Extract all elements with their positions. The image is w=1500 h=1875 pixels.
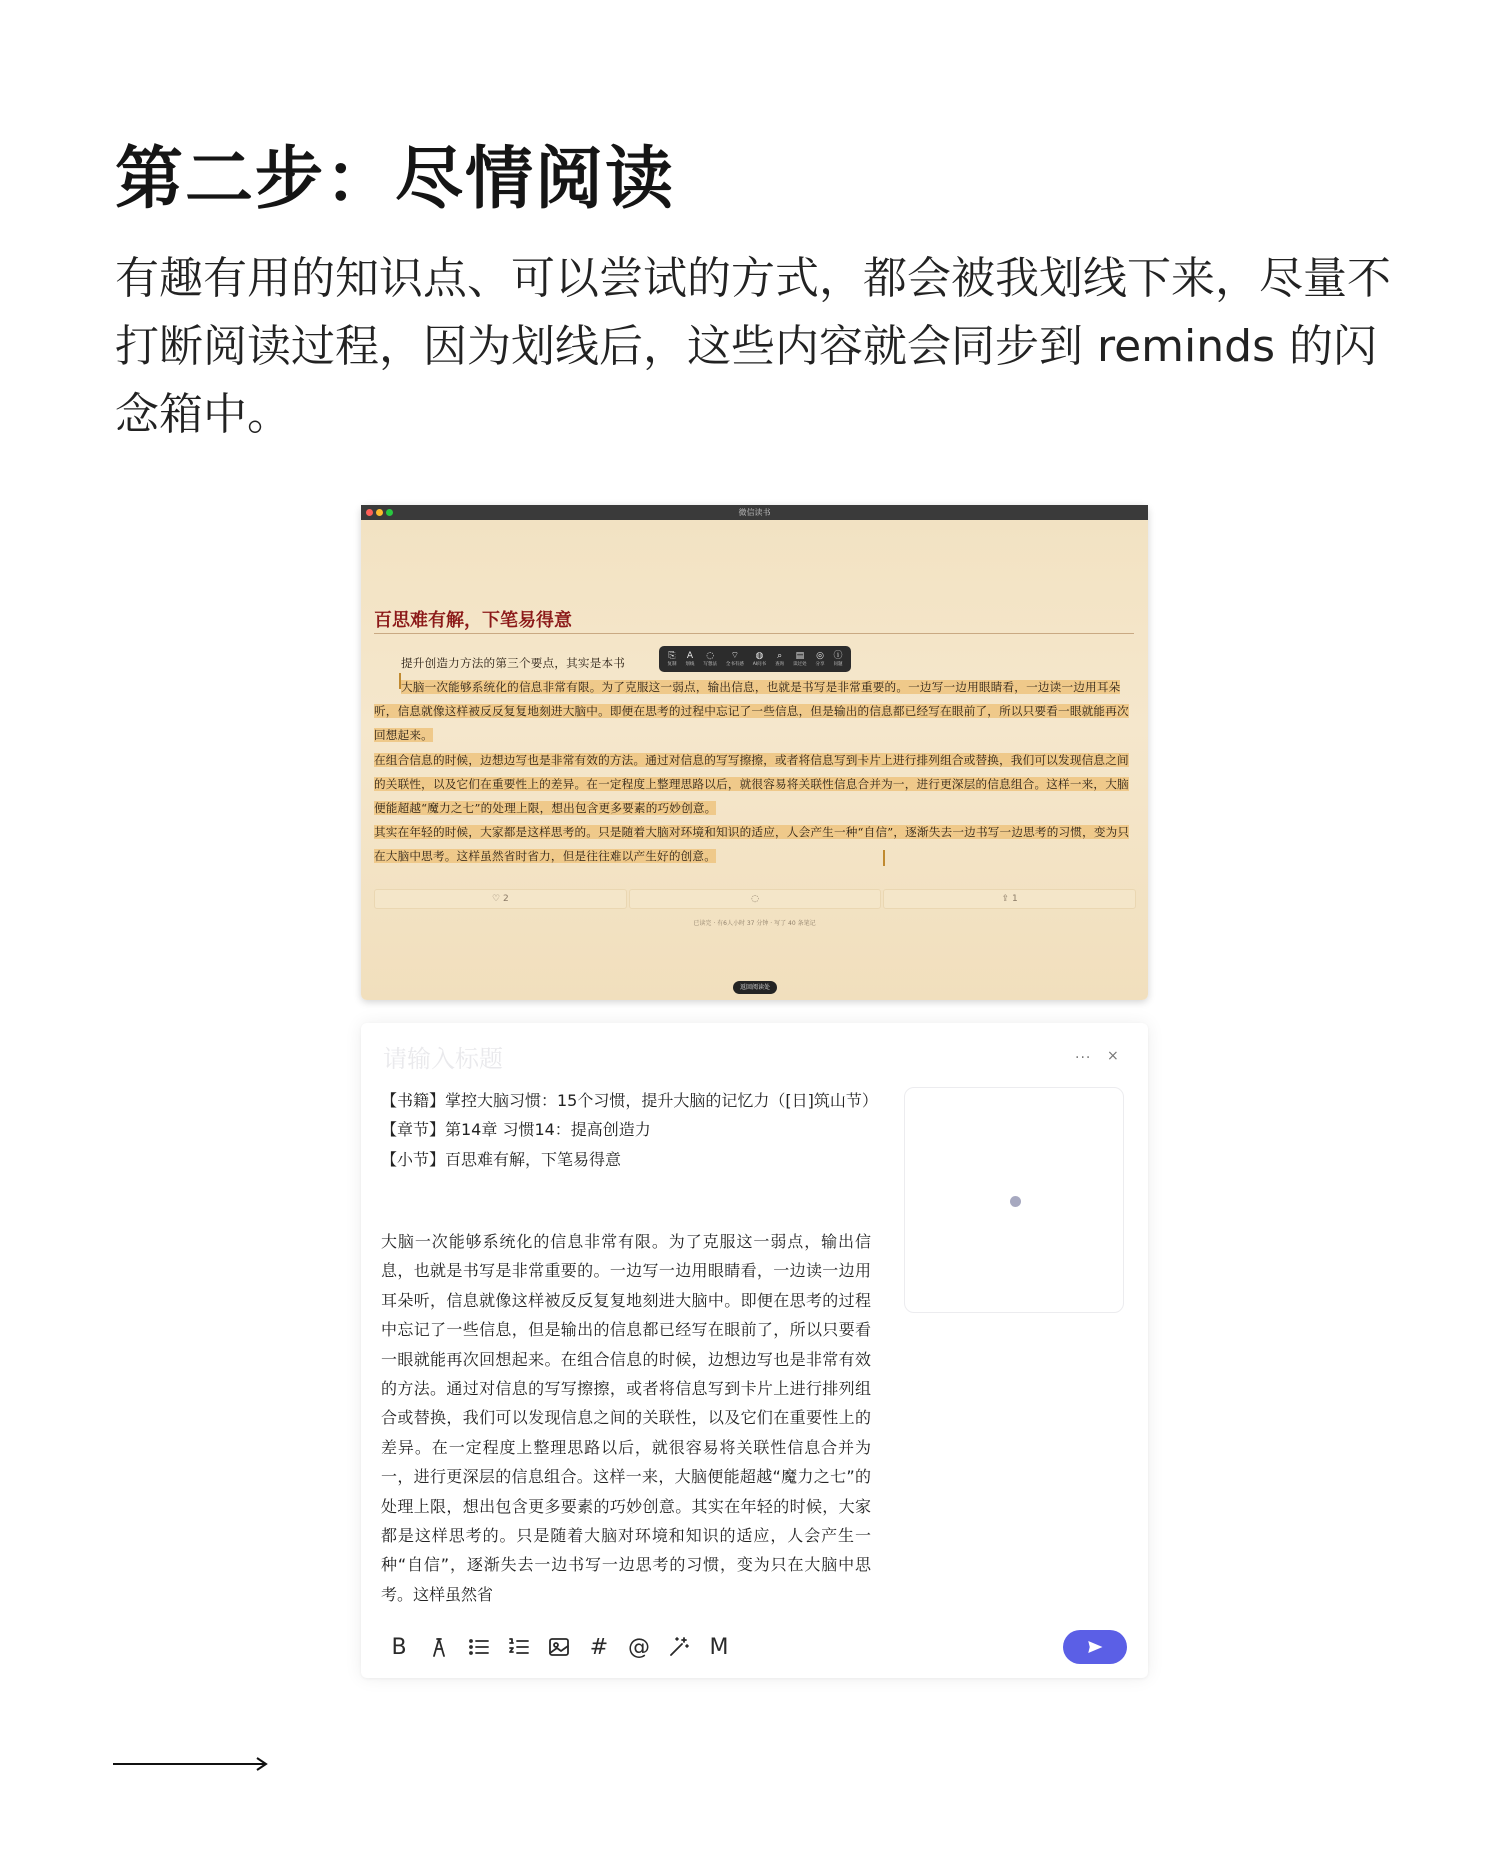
next-page-arrow-icon bbox=[113, 1756, 268, 1772]
ai-magic-button[interactable] bbox=[665, 1633, 693, 1661]
tool-label: AI问书 bbox=[752, 661, 767, 667]
markdown-button[interactable] bbox=[705, 1633, 733, 1661]
copy-icon: ⎘ bbox=[668, 650, 676, 661]
reading-stats: 已读完 · 有6人小时 37 分钟 · 写了 40 条笔记 bbox=[693, 920, 816, 927]
comment-icon: ◌ bbox=[751, 894, 759, 904]
like-button[interactable] bbox=[374, 889, 627, 909]
tool-label: 问题 bbox=[833, 661, 843, 667]
send-button[interactable] bbox=[1063, 1630, 1127, 1664]
return-to-position-button[interactable]: 返回阅读处 bbox=[733, 981, 777, 994]
ai-icon: ◍ bbox=[755, 650, 764, 661]
image-attachment-box[interactable] bbox=[904, 1087, 1124, 1313]
more-options-icon[interactable]: ··· bbox=[1075, 1050, 1092, 1066]
bold-icon: B bbox=[391, 1634, 407, 1660]
note-body[interactable]: 大脑一次能够系统化的信息非常有限。为了克服这一弱点，输出信息，也就是书写是非常重要的。一边写一边用眼睛看，一边读一边用耳朵听，信息就像这样被反反复复地刻进大脑中。即便在思考的过程中忘记了一些信息，但是输出的信息都已经写在眼前了，所以只要看一眼就能再次回想起来。在组合信息的时候，边想边写也是非常有效的方法。通过对信息的写写擦擦，或者将信息写到卡片上进行排列组合或替换，我们可以发现信息之间的关联性，以及它们在重要性上的差异。在一定程度上整理思路以后，就很容易将关联性信息合并为一，进行更深层的信息组合。这样一来，大脑便能超越“魔力之七”的处理上限，想出包含更多要素的巧妙创意。其实在年轻的时候，大家都是这样思考的。只是随着大脑对环境和知识的适应，人会产生一种“自信”，逐渐失去一边书写一边思考的习惯，变为只在大脑中思考。这样虽然省 bbox=[381, 1232, 871, 1604]
comment-icon: ◌ bbox=[706, 650, 715, 661]
image-icon bbox=[547, 1635, 571, 1659]
selection-handle-start[interactable] bbox=[399, 673, 401, 689]
list-icon: ▤ bbox=[795, 650, 805, 661]
thought-tool[interactable] bbox=[703, 651, 717, 668]
note-metadata bbox=[381, 1086, 878, 1174]
numbered-list-icon bbox=[507, 1635, 531, 1659]
close-icon[interactable]: × bbox=[1107, 1048, 1119, 1064]
share-icon: ⇪ bbox=[1001, 894, 1010, 904]
note-title-input[interactable] bbox=[381, 1041, 885, 1077]
book-review-tool[interactable] bbox=[726, 651, 744, 668]
loading-indicator bbox=[1010, 1196, 1021, 1207]
window-titlebar bbox=[361, 505, 1148, 520]
highlight-button[interactable] bbox=[425, 1633, 453, 1661]
tool-label: 划线 bbox=[685, 661, 695, 667]
book-source: 【书籍】掌控大脑习惯：15个习惯，提升大脑的记忆力（[日]筑山节） bbox=[381, 1091, 878, 1110]
tool-label: 全书有感 bbox=[725, 661, 744, 667]
tool-label: 复制 bbox=[667, 661, 677, 667]
info-icon: ⓘ bbox=[833, 650, 843, 661]
reader-window bbox=[361, 505, 1148, 1000]
chapter-title: 百思难有解，下笔易得意 bbox=[374, 610, 572, 631]
tool-label: 查询 bbox=[775, 661, 785, 667]
highlighter-icon bbox=[427, 1635, 451, 1659]
selection-toolbar bbox=[659, 646, 851, 672]
intro-paragraph: 有趣有用的知识点、可以尝试的方式，都会被我划线下来，尽量不打断阅读过程，因为划线后，这些内容就会同步到 reminds 的闪念箱中。 bbox=[115, 253, 1391, 440]
lookup-tool[interactable] bbox=[775, 651, 784, 668]
tool-label: 分享 bbox=[815, 661, 825, 667]
insert-image-button[interactable] bbox=[545, 1633, 573, 1661]
chapter-divider bbox=[374, 633, 1134, 634]
ai-ask-tool[interactable] bbox=[753, 651, 766, 668]
mention-button[interactable] bbox=[625, 1633, 653, 1661]
share-count: 1 bbox=[1012, 894, 1018, 904]
read-marker-tool[interactable] bbox=[793, 651, 807, 668]
heart-icon: ♡ bbox=[491, 894, 501, 904]
search-icon: ⌕ bbox=[777, 650, 783, 661]
tool-label: 读过处 bbox=[793, 661, 807, 667]
markdown-icon: M bbox=[709, 1634, 729, 1660]
selection-handle-end[interactable] bbox=[883, 850, 885, 866]
magic-wand-icon bbox=[667, 1635, 691, 1659]
underline-icon: A bbox=[686, 650, 693, 661]
numbered-list-button[interactable] bbox=[505, 1633, 533, 1661]
tool-label: 写想法 bbox=[703, 661, 717, 667]
highlight-paragraph[interactable]: 在组合信息的时候，边想边写也是非常有效的方法。通过对信息的写写擦擦，或者将信息写到卡片上进行排列组合或替换，我们可以发现信息之间的关联性，以及它们在重要性上的差异。在一定程度上整理思路以后，就很容易将关联性信息合并为一，进行更深层的信息组合。这样一来，大脑便能超越“魔力之七”的处理上限，想出包含更多要素的巧妙创意。 bbox=[374, 752, 1129, 816]
copy-tool[interactable] bbox=[667, 651, 676, 668]
like-count: 2 bbox=[502, 894, 509, 904]
note-editor bbox=[361, 1023, 1148, 1678]
hashtag-icon: # bbox=[589, 1634, 609, 1660]
chapter-source: 【章节】第14章 习惯14：提高创造力 bbox=[381, 1120, 651, 1140]
highlight-paragraph[interactable]: 大脑一次能够系统化的信息非常有限。为了克服这一弱点，输出信息，也就是书写是非常重要的。一边写一边用眼睛看，一边读一边用耳朵听，信息就像这样被反反复复地刻进大脑中。即便在思考的过程中忘记了一些信息，但是输出的信息都已经写在眼前了，所以只要看一眼就能再次回想起来。 bbox=[374, 680, 1129, 743]
page-title: 第二步：尽情阅读 bbox=[115, 140, 676, 219]
underline-tool[interactable] bbox=[685, 651, 694, 668]
bold-button[interactable] bbox=[385, 1633, 413, 1661]
question-tool[interactable] bbox=[834, 651, 843, 668]
bullet-list-icon bbox=[467, 1635, 491, 1659]
window-title: 微信读书 bbox=[738, 508, 771, 517]
book-paragraph[interactable]: 提升创造力方法的第三个要点，其实是本书 bbox=[401, 656, 626, 670]
tag-button[interactable] bbox=[585, 1633, 613, 1661]
highlighted-passage[interactable] bbox=[374, 675, 1140, 869]
editor-toolbar bbox=[385, 1633, 733, 1661]
bullet-list-button[interactable] bbox=[465, 1633, 493, 1661]
highlight-paragraph[interactable]: 其实在年轻的时候，大家都是这样思考的。只是随着大脑对环境和知识的适应，人会产生一种“自信”，逐渐失去一边书写一边思考的习惯，变为只在大脑中思考。这样虽然省时省力，但是往往难以产生好的创意。 bbox=[374, 825, 1130, 864]
chapter-action-row bbox=[374, 889, 1136, 909]
share-icon: ◎ bbox=[816, 650, 824, 661]
send-icon bbox=[1086, 1638, 1104, 1656]
share-tool[interactable] bbox=[816, 651, 825, 668]
review-icon: ⌔ bbox=[730, 650, 740, 661]
section-source: 【小节】百思难有解，下笔易得意 bbox=[381, 1149, 622, 1169]
share-button[interactable] bbox=[883, 889, 1136, 909]
mention-icon: @ bbox=[628, 1634, 650, 1660]
comment-button[interactable] bbox=[629, 889, 882, 909]
